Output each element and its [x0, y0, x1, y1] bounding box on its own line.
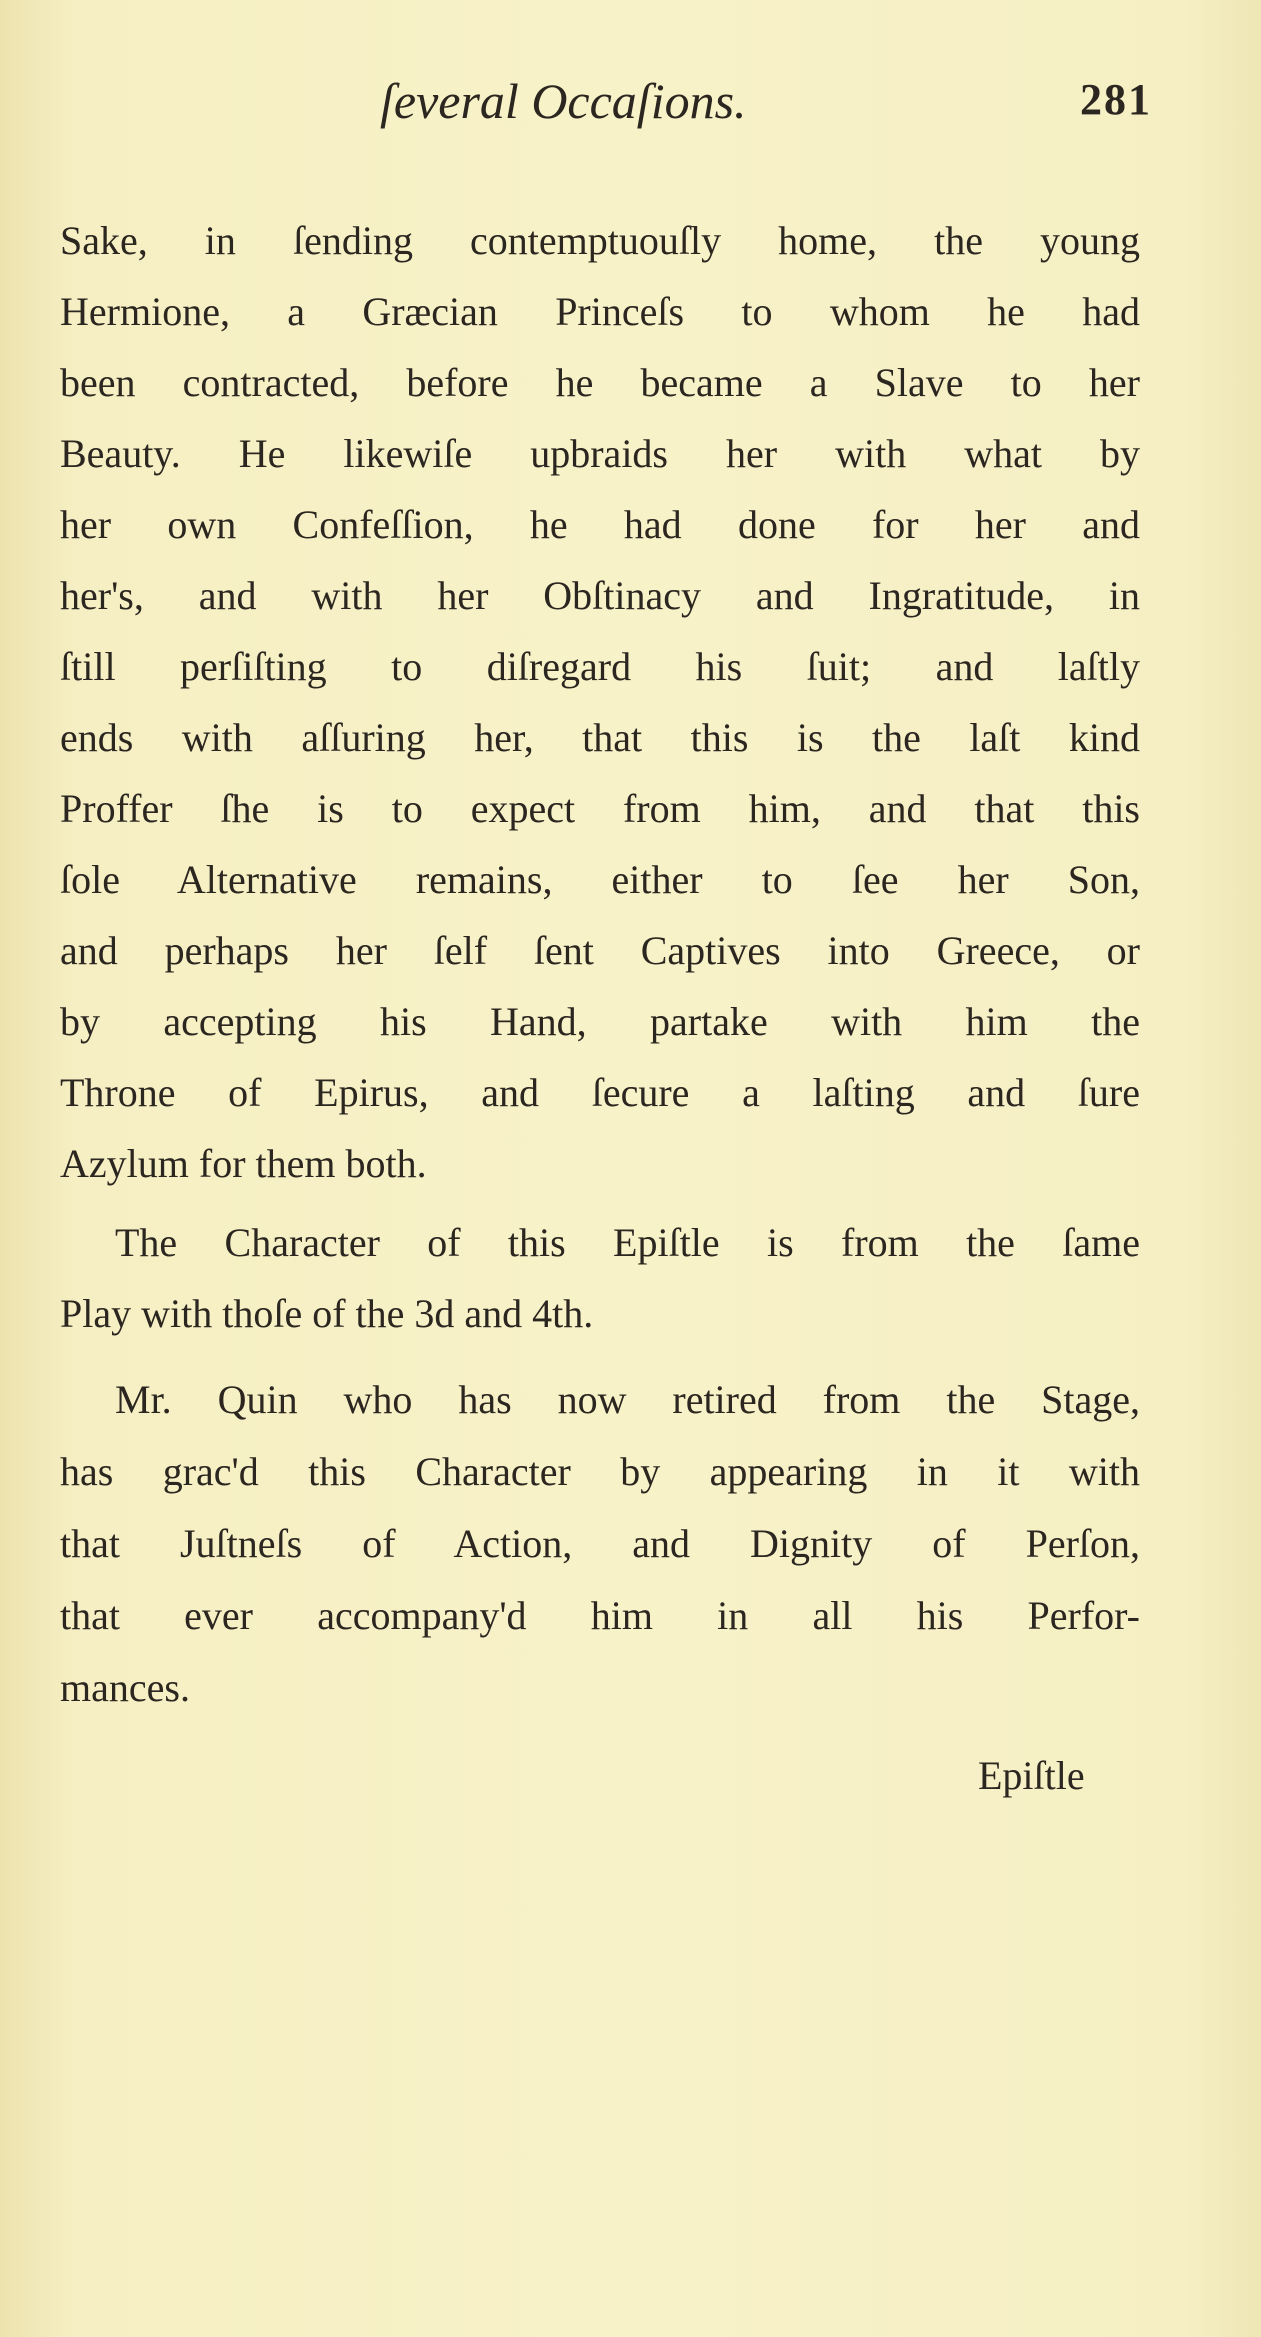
text-line: Throne of Epirus, and ſecure a laſting and ſure: [60, 1070, 1140, 1115]
text-line: ſole Alternative remains, either to ſee her Son,: [60, 857, 1140, 902]
text-line: that Juſtneſs of Action, and Dignity of Perſon,: [60, 1521, 1140, 1566]
text-line: Sake, in ſending contemptuouſly home, the young: [60, 218, 1140, 263]
text-line: been contracted, before he became a Slave to her: [60, 360, 1140, 405]
page-header: [0, 72, 1261, 132]
text-line: Proffer ſhe is to expect from him, and that this: [60, 786, 1140, 831]
page-number: 281: [1080, 75, 1152, 124]
text-line: Beauty. He likewiſe upbraids her with what by: [60, 431, 1140, 476]
text-line: mances.: [60, 1665, 190, 1710]
text-line: Mr. Quin who has now retired from the Stage,: [115, 1377, 1140, 1422]
text-line: her's, and with her Obſtinacy and Ingratitude, in: [60, 573, 1140, 618]
text-line: and perhaps her ſelf ſent Captives into Greece, or: [60, 928, 1140, 973]
text-line: Azylum for them both.: [60, 1141, 427, 1186]
text-line: Hermione, a Græcian Princeſs to whom he had: [60, 289, 1140, 334]
text-line: that ever accompany'd him in all his Perfor-: [60, 1593, 1140, 1638]
catchword: Epiſtle: [978, 1753, 1085, 1798]
text-line: her own Confeſſion, he had done for her and: [60, 502, 1140, 547]
running-title: ſeveral Occaſions.: [380, 73, 747, 129]
text-line: by accepting his Hand, partake with him the: [60, 999, 1140, 1044]
text-line: has grac'd this Character by appearing in it with: [60, 1449, 1140, 1494]
text-line: ends with aſſuring her, that this is the laſt kind: [60, 715, 1140, 760]
text-line: Play with thoſe of the 3d and 4th.: [60, 1291, 594, 1336]
text-line: ſtill perſiſting to diſregard his ſuit; and laſtly: [60, 644, 1140, 689]
text-line: The Character of this Epiſtle is from the ſame: [115, 1220, 1140, 1265]
